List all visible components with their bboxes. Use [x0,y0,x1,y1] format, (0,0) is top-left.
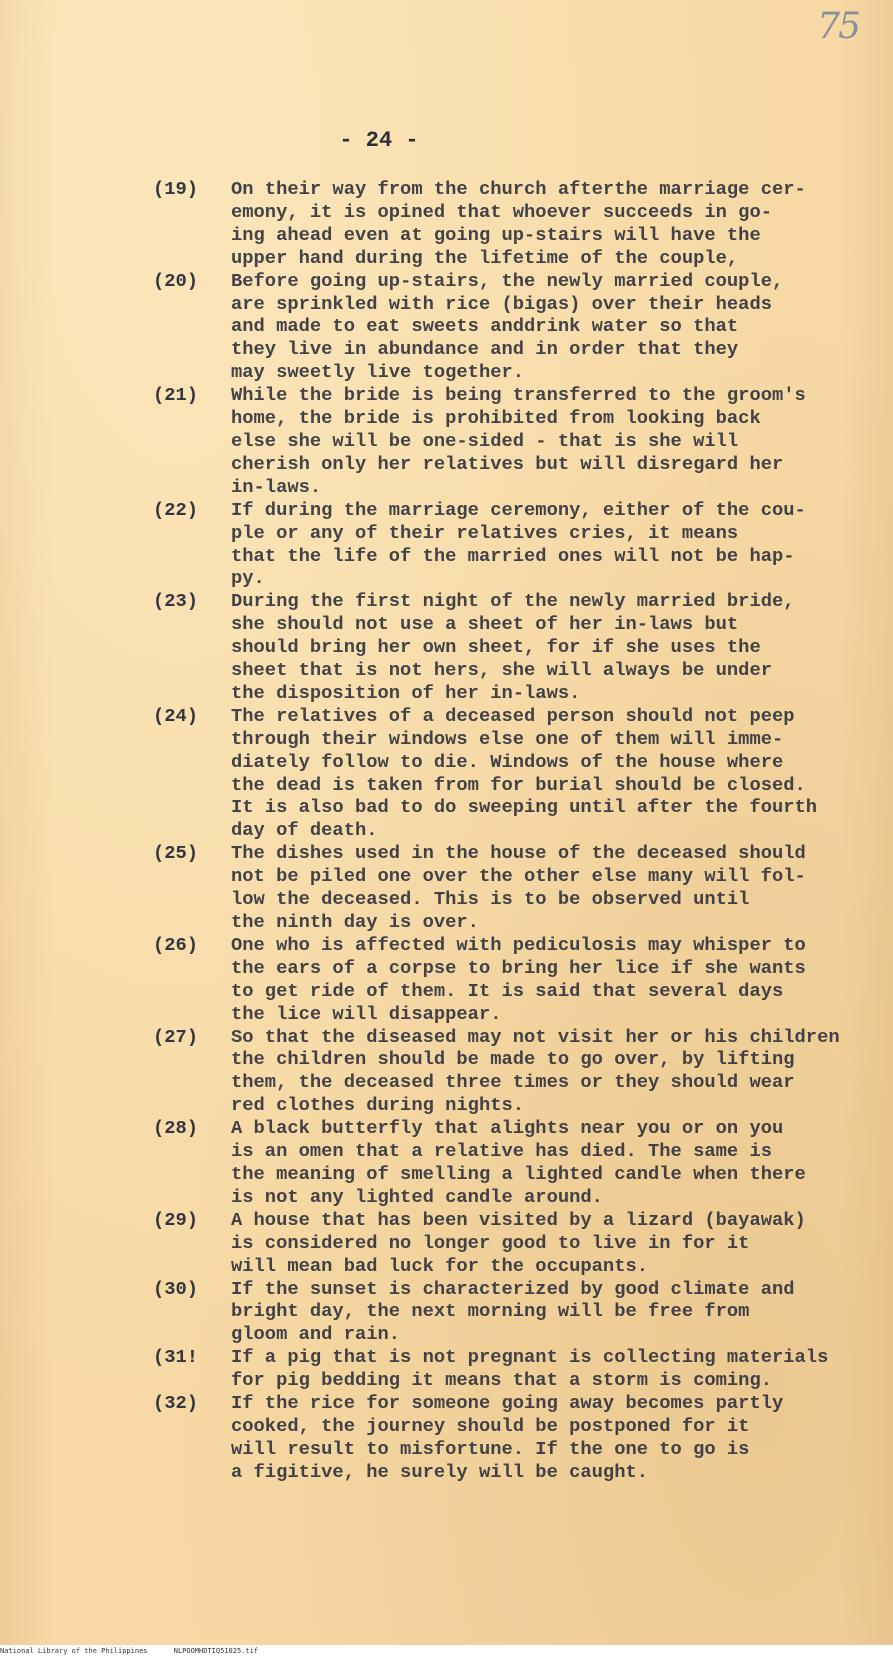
entry-item [153,933,806,1026]
entry-line: not be piled one over the other else many will fol- [231,865,806,888]
entry-line: will result to misfortune. If the one to go is [231,1437,750,1460]
entry-number: (21) [153,384,199,407]
entry-number: (26) [153,933,199,956]
entry-item [153,1208,806,1278]
entry-line: is considered no longer good to live in for it [231,1231,750,1254]
entry-number: (23) [153,590,199,613]
footer-file: NLPOOMHDTIQ51025.tif [173,1647,259,1655]
entry-line: for pig bedding it means that a storm is coming. [231,1369,772,1392]
entry-line: the children should be made to go over, by lifting [231,1048,795,1071]
entry-line: should bring her own sheet, for if she uses the [231,636,761,659]
entry-line: is not any lighted candle around. [231,1185,603,1208]
entry-number: (29) [153,1208,199,1231]
entry-item [153,590,793,705]
entry-item [153,1346,829,1392]
entry-line: home, the bride is prohibited from looking back [231,407,761,430]
entry-line: a figitive, he surely will be caught. [231,1460,649,1483]
entry-line: ple or any of their relatives cries, it means [231,521,739,544]
page-number: - 24 - [339,128,419,153]
entry-line: On their way from the church afterthe marriage cer- [231,178,806,200]
entry-line: in-laws. [231,475,322,498]
entry-line: A black butterfly that alights near you or on you [231,1117,784,1140]
entry-line: through their windows else one of them will imme- [231,727,784,750]
entry-number: (31! [153,1346,199,1369]
entry-line: and made to eat sweets anddrink water so that [231,315,739,338]
scan-footer [0,1645,893,1658]
entry-line: ing ahead even at going up-stairs will have the [231,223,761,246]
entry-item [153,842,806,934]
entry-number: (25) [153,842,199,865]
entry-line: upper hand during the lifetime of the couple, [231,246,739,269]
footer-library: National Library of the Philippines [0,1647,148,1655]
entry-number: (30) [153,1277,199,1300]
entry-line: cooked, the journey should be postponed for it [231,1414,750,1437]
entry-line: If a pig that is not pregnant is collecting materials [231,1346,829,1369]
entry-line: cherish only her relatives but will disregard her [231,452,784,475]
entry-line: During the first night of the newly married bride, [231,590,795,613]
entry-line: she should not use a sheet of her in-laws but [231,613,739,636]
entry-line: A house that has been visited by a lizard (bayawak) [231,1208,806,1231]
entry-item [153,270,793,385]
entry-line: One who is affected with pediculosis may whisper to [231,933,806,956]
entry-line: else she will be one-sided - that is she will [231,429,739,452]
handwritten-page-mark: 75 [817,6,859,47]
entry-line: So that the diseased may not visit her or his children [231,1025,840,1048]
entry-item [153,498,806,591]
entry-line: bright day, the next morning will be free from [231,1300,750,1323]
entry-line: Before going up-stairs, the newly married couple, [231,269,784,292]
entry-line: sheet that is not hers, she will always be under [231,659,772,682]
entry-line: the meaning of smelling a lighted candle when there [231,1162,806,1185]
entry-item [153,1278,793,1347]
entry-line: gloom and rain. [231,1323,401,1346]
entry-line: the disposition of her in-laws. [231,681,581,704]
entry-line: If the rice for someone going away becomes partly [231,1392,784,1415]
entry-line: While the bride is being transferred to the groom's [231,384,806,407]
entry-item [153,1392,793,1484]
entry-line: If during the marriage ceremony, either of the cou- [231,498,806,521]
entry-line: are sprinkled with rice (bigas) over their heads [231,292,772,315]
entry-item [153,178,806,270]
entry-number: (28) [153,1117,199,1140]
entry-line: them, the deceased three times or they should wear [231,1071,795,1094]
entry-line: py. [231,567,265,590]
entry-line: may sweetly live together. [231,361,525,384]
entry-number: (24) [153,704,199,727]
entry-number: (19) [153,178,199,200]
entry-line: to get ride of them. It is said that several days [231,979,784,1002]
entry-line: they live in abundance and in order that they [231,338,739,361]
entry-list [153,178,840,1484]
entry-line: day of death. [231,819,378,842]
entry-line: It is also bad to do sweeping until after the fourth [231,796,818,819]
entry-item [153,704,818,842]
entry-line: the ears of a corpse to bring her lice if she wants [231,956,806,979]
entry-line: If the sunset is characterized by good climate and [231,1277,795,1300]
entry-number: (20) [153,269,199,292]
entry-number: (27) [153,1025,199,1048]
entry-item [153,1117,806,1209]
entry-item [153,384,806,499]
entry-number: (32) [153,1392,199,1415]
entry-line: red clothes during nights. [231,1094,525,1117]
entry-line: The relatives of a deceased person should not peep [231,704,795,727]
entry-line: emony, it is opined that whoever succeeds in go- [231,200,772,223]
entry-line: diately follow to die. Windows of the house where [231,750,784,773]
entry-line: that the life of the married ones will not be hap- [231,544,795,567]
entry-line: The dishes used in the house of the deceased should [231,842,806,865]
entry-line: is an omen that a relative has died. The same is [231,1140,772,1163]
entry-item [153,1025,840,1118]
entry-line: the lice will disappear. [231,1002,502,1025]
entry-line: will mean bad luck for the occupants. [231,1254,649,1277]
entry-line: low the deceased. This is to be observed until [231,888,750,911]
entry-number: (22) [153,498,199,521]
entry-line: the ninth day is over. [231,911,479,933]
entry-line: the dead is taken from for burial should be closed. [231,773,806,796]
